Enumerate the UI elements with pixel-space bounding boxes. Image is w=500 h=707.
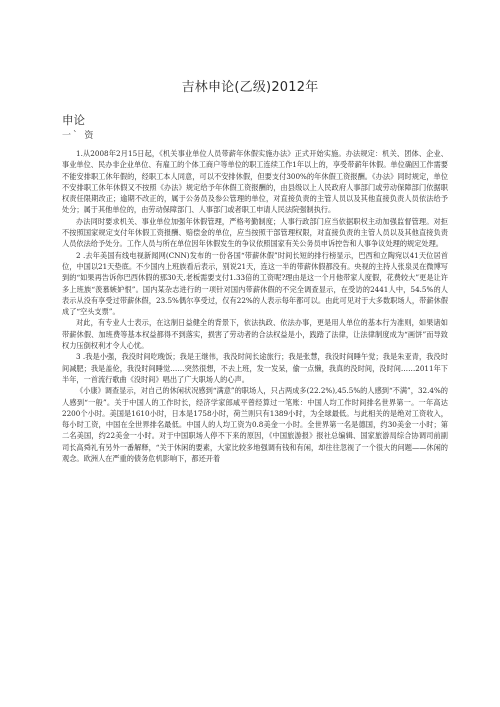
paragraph-6: 《小康》调查显示，对自己的休闲状况感到“满意”的职场人，只占两成多(22.2%),45.5%的人感到“不满”，32.4%的人感到“一般”。关于中国人的工作时长，经济学家郎咸平曾经算过一笔账：中国人均工作时间排名世界第一。一年高达2200个小时。美国是1610小时，日本是1758小时，荷兰则只有1389小时，为全球最低。与此相关的是绝对工资收入，每小时工资，中国在全世界排名最低。中国人的人均工资为0.8美金一小时。全世界第一名是德国，约30美金一小时；第二名美国，约22美金一小时。对于中国职场人停不下来的原因，《中国旅游报》报社总编辑、国家旅游局综合协调司前副司长高舜礼有另外一番解释，“关于休闲的要素，大家比较多地强调有钱和有闲，却往往忽视了一个很大的问题——休闲的观念。欧洲人在严重的债务危机影响下，都还开着 xyxy=(62,386,448,464)
section-heading: 申论 xyxy=(62,113,85,127)
document-body xyxy=(62,148,448,464)
paragraph-1: 1.从2008年2月15日起，《机关事业单位人员带薪年休假实施办法》正式开始实施。办法规定：机关、团体、企业、事业单位、民办非企业单位、有雇工的个体工商户等单位的职工连续工作1年以上的，享受带薪年休假。单位确因工作需要不能安排职工休年假的，经职工本人同意，可以不安排休假，但要支付300%的年休假工资报酬。《办法》同时规定，单位不安排职工休年休假又不按照《办法》规定给予年休假工资报酬的，由县级以上人民政府人事部门或劳动保障部门依据职权责任限期改正；逾期不改正的，属于公务员及参公管理的单位，对直接负责的主管人员以及其他直接负责人员依法给予处分；属于其他单位的，由劳动保障部门、人事部门或者职工申请人民法院强制执行。 xyxy=(62,149,448,215)
paragraph-5: 3 .我是小强，我没时间吃晚饭；我是王继伟，我没时间长途旅行；我是张慧，我没时间睡午觉；我是朱亚青，我没时间减肥；我是盖伦，我没时间睡觉……突然很想，不去上班，发一发呆，偷一点懒，我真的没时间，没时间……2011年下半年，一首流行歌曲《没时间》唱出了广大职场人的心声。 xyxy=(62,352,448,384)
paragraph-2: 办法同时要求机关、事业单位加强年休假管理，严格考勤制度；人事行政部门应当依据职权主动加强监督管理。对拒不按照国家规定支付年休假工资报酬、赔偿金的单位，应当按照干部管理权限，对直接负责的主管人员以及其他直接负责人员依法给予处分。工作人员与所在单位因年休假发生的争议依照国家有关公务员申诉控告和人事争议处理的规定处理。 xyxy=(62,216,448,249)
paragraph-3: 2 .去年美国有线电视新闻网(CNN)发布的一份各国“带薪休假”时间长短的排行榜显示，巴西和立陶宛以41天位居首位，中国以21天垫底。不少国内上班族看后表示，别说21天，连这一半的带薪休假都没有。央视的主持人张泉灵在微博写到的“如果再告诉你巴西休假的那30天,老板需要支付1.33倍的工资呢?理由是这一个月他带家人度假，花费较大”更是让许多上班族“羡慕嫉妒恨”。国内某杂志进行的一项针对国内带薪休假的不完全调查显示，在受访的2441人中，54.5%的人表示从没有享受过带薪休假，23.5%偶尔享受过，仅有22%的人表示每年都可以。由此可见对于大多数职场人，带薪休假成了“空头支票”。 xyxy=(62,250,448,317)
paragraph-4: 对此，有专业人士表示，在这制日益健全的背景下，依法执政、依法办事，更是用人单位的基本行为准则，如果诸如带薪休假、加班费等基本权益都得不到落实，损害了劳动者的合法权益是小，践踏了法律，让法律制度成为“画饼”而导致权力压倒权利才令人心忧。 xyxy=(62,318,448,351)
subheading: 一` 资 xyxy=(62,131,96,141)
page-title: 吉林申论(乙级)2012年 xyxy=(181,80,319,95)
